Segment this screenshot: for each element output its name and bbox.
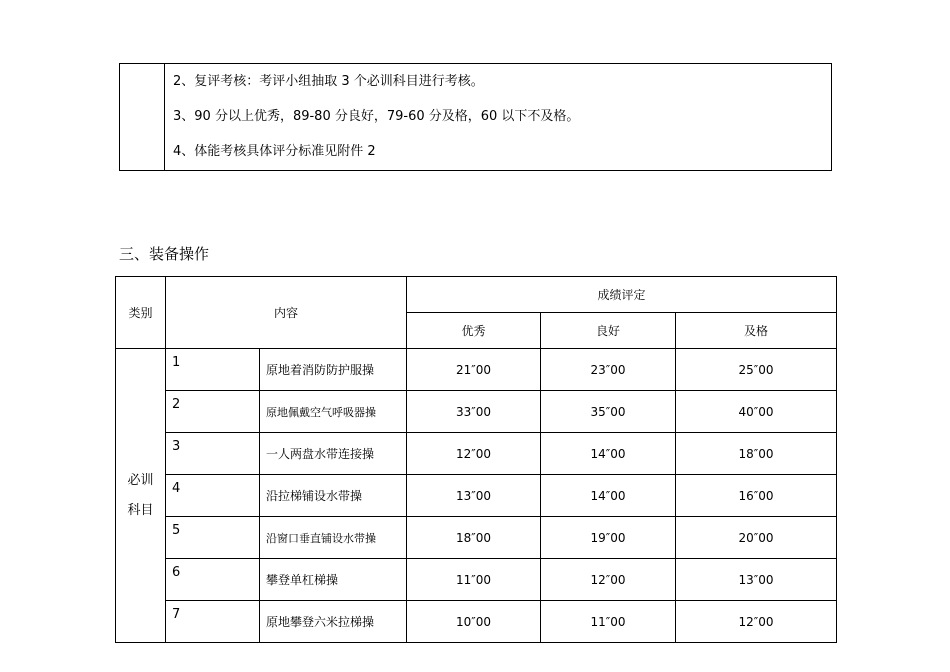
row-pass: 20″00 bbox=[676, 517, 837, 559]
header-content: 内容 bbox=[166, 277, 407, 349]
row-good: 11″00 bbox=[541, 601, 676, 643]
category-cell bbox=[116, 349, 166, 643]
row-excellent: 13″00 bbox=[407, 475, 541, 517]
header-grading: 成绩评定 bbox=[407, 277, 837, 313]
row-pass: 16″00 bbox=[676, 475, 837, 517]
row-excellent: 21″00 bbox=[407, 349, 541, 391]
row-number: 5 bbox=[166, 517, 260, 559]
header-category: 类别 bbox=[116, 277, 166, 349]
row-item: 原地着消防防护服操 bbox=[260, 349, 407, 391]
category-line-1: 必训 bbox=[127, 472, 154, 488]
row-good: 14″00 bbox=[541, 475, 676, 517]
equipment-operation-table bbox=[115, 276, 837, 643]
row-pass: 40″00 bbox=[676, 391, 837, 433]
row-good: 35″00 bbox=[541, 391, 676, 433]
row-pass: 25″00 bbox=[676, 349, 837, 391]
row-pass: 18″00 bbox=[676, 433, 837, 475]
row-excellent: 10″00 bbox=[407, 601, 541, 643]
row-good: 19″00 bbox=[541, 517, 676, 559]
table-row bbox=[116, 517, 837, 559]
table-row bbox=[116, 559, 837, 601]
row-excellent: 33″00 bbox=[407, 391, 541, 433]
requirement-line-2: 2、复评考核：考评小组抽取 3 个必训科目进行考核。 bbox=[173, 74, 484, 89]
header-pass: 及格 bbox=[676, 313, 837, 349]
row-number: 2 bbox=[166, 391, 260, 433]
row-item: 一人两盘水带连接操 bbox=[260, 433, 407, 475]
requirement-line-4: 4、体能考核具体评分标准见附件 2 bbox=[173, 144, 376, 159]
table-row bbox=[116, 601, 837, 643]
row-excellent: 12″00 bbox=[407, 433, 541, 475]
row-good: 23″00 bbox=[541, 349, 676, 391]
table-row bbox=[116, 349, 837, 391]
requirements-left-column bbox=[120, 64, 165, 170]
row-number: 7 bbox=[166, 601, 260, 643]
row-pass: 12″00 bbox=[676, 601, 837, 643]
section-heading: 三、装备操作 bbox=[119, 245, 210, 263]
row-item: 沿拉梯铺设水带操 bbox=[260, 475, 407, 517]
requirements-box bbox=[119, 63, 832, 171]
row-number: 4 bbox=[166, 475, 260, 517]
row-good: 12″00 bbox=[541, 559, 676, 601]
row-excellent: 11″00 bbox=[407, 559, 541, 601]
category-line-2: 科目 bbox=[127, 502, 154, 518]
header-excellent: 优秀 bbox=[407, 313, 541, 349]
table-row bbox=[116, 433, 837, 475]
row-excellent: 18″00 bbox=[407, 517, 541, 559]
row-item: 沿窗口垂直铺设水带操 bbox=[260, 517, 407, 559]
row-item: 攀登单杠梯操 bbox=[260, 559, 407, 601]
row-number: 3 bbox=[166, 433, 260, 475]
row-item: 原地佩戴空气呼吸器操 bbox=[260, 391, 407, 433]
header-good: 良好 bbox=[541, 313, 676, 349]
row-pass: 13″00 bbox=[676, 559, 837, 601]
row-good: 14″00 bbox=[541, 433, 676, 475]
requirement-line-3: 3、90 分以上优秀，89-80 分良好，79-60 分及格，60 以下不及格。 bbox=[173, 109, 580, 124]
row-number: 6 bbox=[166, 559, 260, 601]
table-row bbox=[116, 475, 837, 517]
row-item: 原地攀登六米拉梯操 bbox=[260, 601, 407, 643]
row-number: 1 bbox=[166, 349, 260, 391]
table-row bbox=[116, 391, 837, 433]
